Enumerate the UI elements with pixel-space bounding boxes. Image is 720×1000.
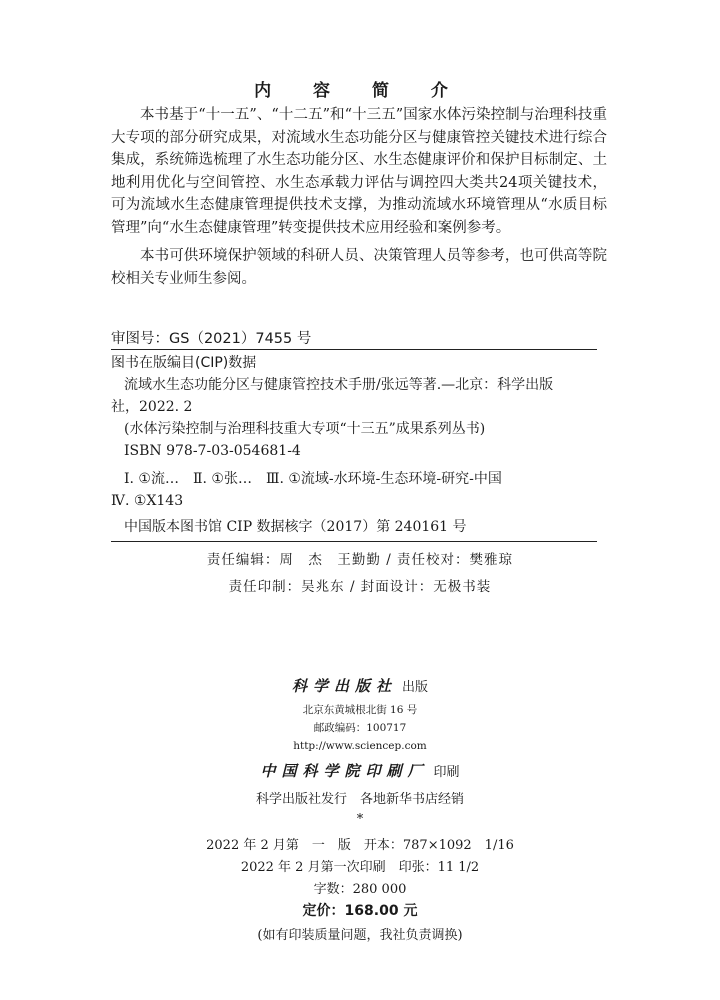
divider-top — [111, 349, 597, 350]
summary-heading: 内 容 简 介 — [254, 81, 466, 101]
edition-line: 2022 年 2 月第 一 版 开本：787×1092 1/16 — [206, 838, 514, 853]
credits-editors: 责任编辑：周 杰 王勤勤 / 责任校对：樊雅琼 — [206, 552, 514, 568]
divider-bottom — [111, 541, 597, 542]
cip-heading: 图书在版编目(CIP)数据 — [111, 355, 257, 371]
printer-action: 印刷 — [433, 765, 460, 780]
printer-logo: 中国科学院印刷厂 — [260, 762, 429, 780]
publisher-line — [0, 675, 720, 696]
publisher-website: http://www.sciencep.com — [293, 740, 427, 752]
cip-classification-1: Ⅰ. ①流… Ⅱ. ①张… Ⅲ. ①流域-水环境-生态环境-研究-中国 — [124, 471, 502, 487]
credits-production: 责任印制：吴兆东 / 封面设计：无极书装 — [228, 579, 492, 595]
cip-record-number: 中国版本图书馆 CIP 数据核字（2017）第 240161 号 — [124, 519, 467, 535]
printing-line: 2022 年 2 月第一次印刷 印张：11 1/2 — [240, 860, 480, 875]
quality-notice: (如有印装质量问题，我社负责调换) — [257, 928, 463, 943]
map-approval-number: 审图号：GS（2021）7455 号 — [111, 331, 312, 347]
cip-classification-2: Ⅳ. ①X143 — [111, 493, 184, 509]
publisher-action: 出版 — [402, 680, 429, 695]
distribution-line: 科学出版社发行 各地新华书店经销 — [255, 792, 464, 807]
price: 定价：168.00 元 — [302, 903, 418, 919]
publisher-postcode: 邮政编码：100717 — [313, 722, 407, 734]
publisher-address: 北京东黄城根北街 16 号 — [302, 704, 418, 716]
printer-line — [0, 760, 720, 781]
cip-line-2: 社，2022. 2 — [111, 399, 193, 415]
word-count: 字数：280 000 — [313, 882, 407, 897]
publisher-logo: 科学出版社 — [291, 677, 397, 695]
summary-paragraph-1: 本书基于“十一五”、“十二五”和“十三五”国家水体污染控制与治理科技重大专项的部分研究成果，对流域水生态功能分区与健康管控关键技术进行综合集成，系统筛选梳理了水生态功能分区、水生态健康评价和保护目标制定、土地利用优化与空间管控、水生态承载力评估与调控四大类共24项关键技术，可为流域水生态健康管理提供技术支撑，为推动流域水环境管理从“水质目标管理”向“水生态健康管理”转变提供技术应用经验和案例参考。 — [111, 107, 607, 236]
cip-isbn: ISBN 978-7-03-054681-4 — [124, 443, 301, 459]
cip-line-1: 流域水生态功能分区与健康管控技术手册/张远等著.—北京：科学出版 — [124, 377, 554, 393]
summary-paragraph-2: 本书可供环境保护领域的科研人员、决策管理人员等参考，也可供高等院校相关专业师生参阅。 — [111, 248, 607, 287]
separator-star: * — [356, 812, 364, 827]
cip-series: (水体污染控制与治理科技重大专项“十三五”成果系列丛书) — [124, 421, 486, 437]
